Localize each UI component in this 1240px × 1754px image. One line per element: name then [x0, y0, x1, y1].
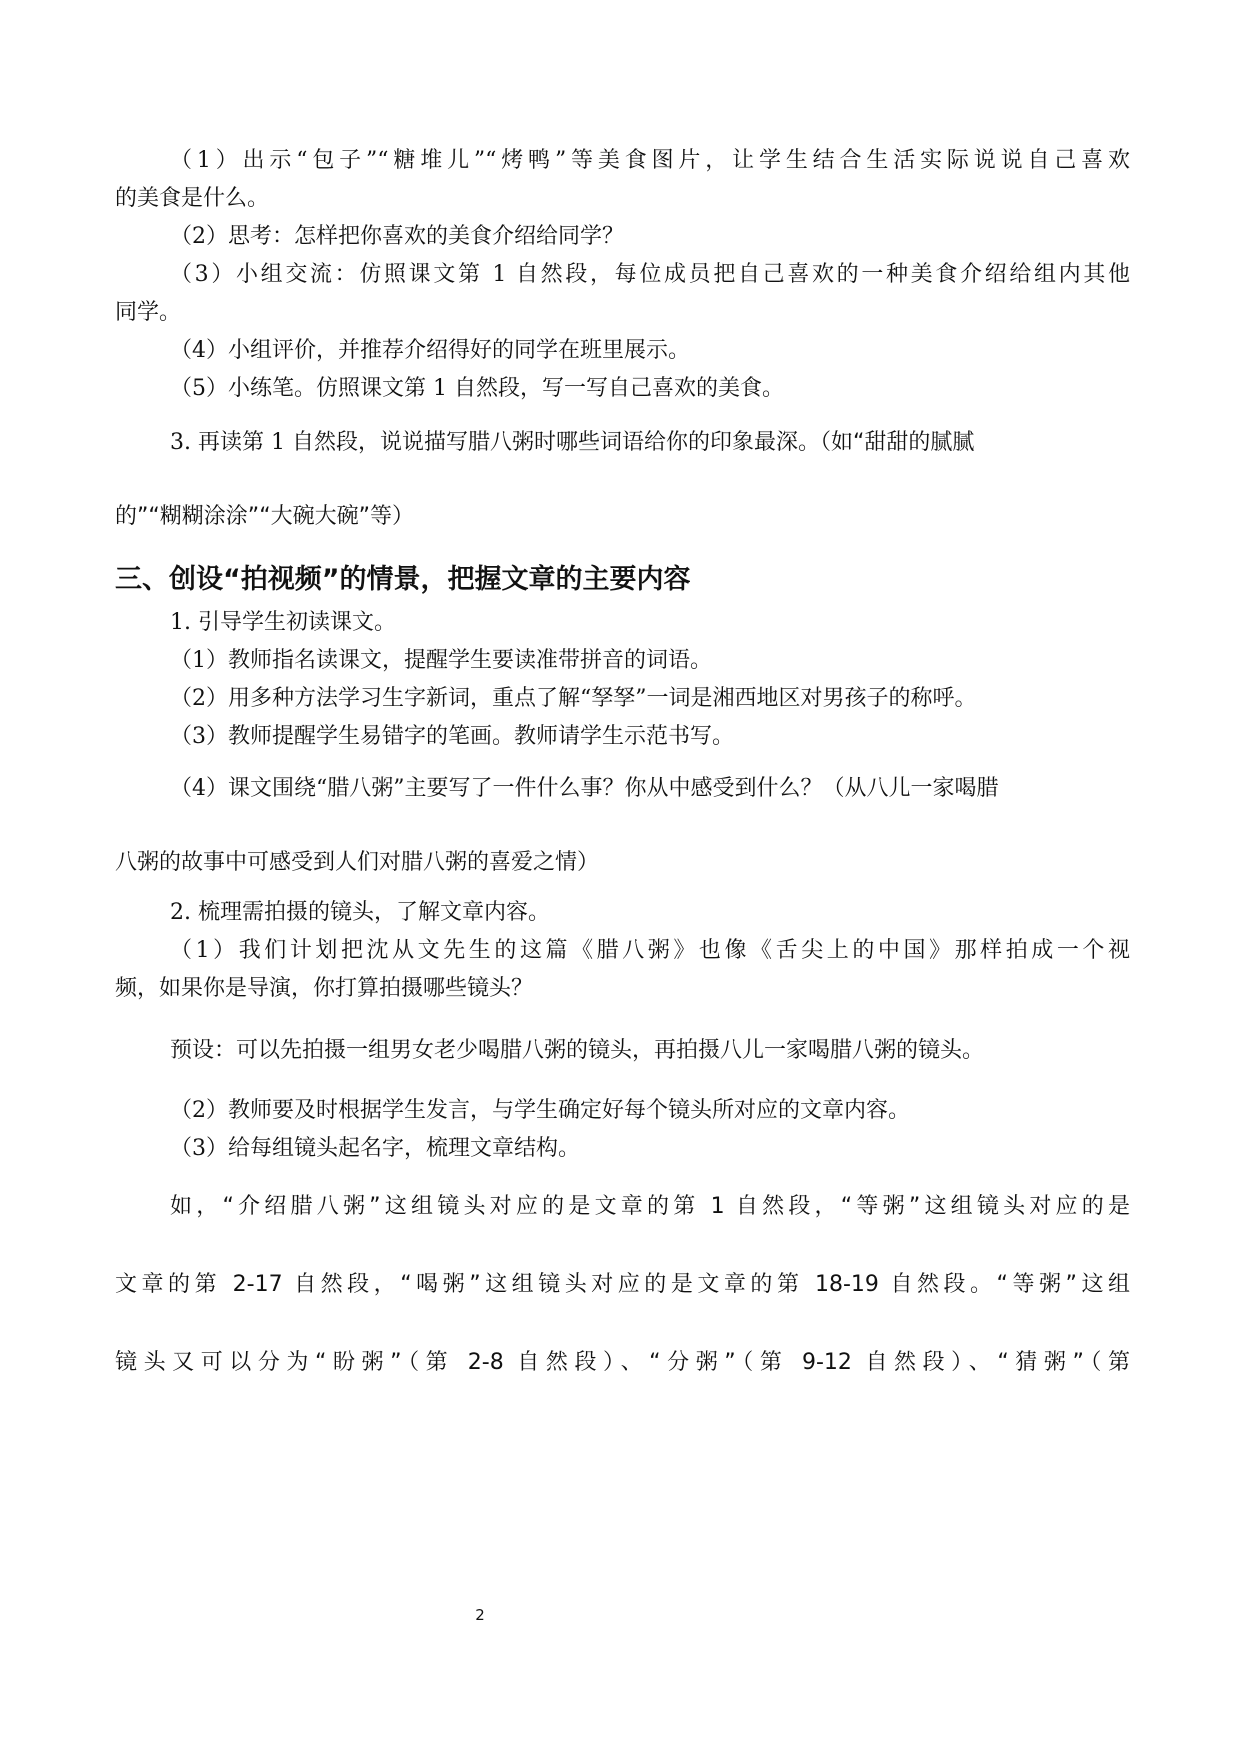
paragraph-line: （3）给每组镜头起名字，梳理文章结构。: [170, 1136, 580, 1161]
paragraph-line: 2. 梳理需拍摄的镜头，了解文章内容。: [170, 900, 550, 925]
paragraph-line: （3）小组交流：仿照课文第 1 自然段，每位成员把自己喜欢的一种美食介绍给组内其他: [170, 262, 1130, 287]
answer-text: 八粥的故事中可感受到人们对腊八粥的喜爱之情）: [115, 850, 600, 875]
paragraph-line: 1. 引导学生初读课文。: [170, 610, 396, 635]
paragraph-text: （4）课文围绕“腊八粥”主要写了一件什么事？你从中感受到什么？: [170, 776, 823, 801]
answer-text: 如，“介绍腊八粥”这组镜头对应的是文章的第 1 自然段，“等粥”这组镜头对应的是: [170, 1194, 1130, 1219]
paragraph-line: 的美食是什么。: [115, 186, 270, 211]
answer-text: 文章的第 2-17 自然段，“喝粥”这组镜头对应的是文章的第 18-19 自然段。“等粥”这组: [115, 1272, 1130, 1297]
paragraph-line: 同学。: [115, 300, 182, 325]
preset-label: 预设：: [170, 1038, 237, 1063]
paragraph-line: [170, 774, 1130, 804]
paragraph-line: （1）出示“包子”“糖堆儿”“烤鸭”等美食图片，让学生结合生活实际说说自己喜欢: [170, 148, 1130, 173]
paragraph-line: （4）小组评价，并推荐介绍得好的同学在班里展示。: [170, 338, 690, 363]
paragraph-line: [170, 1036, 1130, 1066]
answer-text: （如“甜甜的腻腻: [819, 430, 975, 455]
paragraph-line: （2）思考：怎样把你喜欢的美食介绍给同学？: [170, 224, 624, 249]
paragraph-line: （3）教师提醒学生易错字的笔画。教师请学生示范书写。: [170, 724, 734, 749]
paragraph-line: （5）小练笔。仿照课文第 1 自然段，写一写自己喜欢的美食。: [170, 376, 784, 401]
answer-text: 镜头又可以分为“盼粥”（第 2-8 自然段）、“分粥”（第 9-12 自然段）、“猜粥”（第: [115, 1350, 1130, 1375]
paragraph-line: 频，如果你是导演，你打算拍摄哪些镜头？: [115, 976, 534, 1001]
section-heading: 三、创设“拍视频”的情景，把握文章的主要内容: [115, 564, 691, 595]
paragraph-line: （1）我们计划把沈从文先生的这篇《腊八粥》也像《舌尖上的中国》那样拍成一个视: [170, 938, 1130, 963]
paragraph-line: （2）用多种方法学习生字新词，重点了解“孥孥”一词是湘西地区对男孩子的称呼。: [170, 686, 977, 711]
paragraph-line: [170, 428, 1130, 458]
page-number: 2: [475, 1606, 485, 1624]
paragraph-line: （1）教师指名读课文，提醒学生要读准带拼音的词语。: [170, 648, 712, 673]
answer-text: 可以先拍摄一组男女老少喝腊八粥的镜头，再拍摄八儿一家喝腊八粥的镜头。: [236, 1038, 985, 1063]
answer-text: 的”“糊糊涂涂”“大碗大碗”等）: [115, 504, 414, 529]
paragraph-text: 3. 再读第 1 自然段，说说描写腊八粥时哪些词语给你的印象最深。: [170, 430, 820, 455]
answer-text: （从八儿一家喝腊: [822, 776, 999, 801]
paragraph-line: （2）教师要及时根据学生发言，与学生确定好每个镜头所对应的文章内容。: [170, 1098, 910, 1123]
